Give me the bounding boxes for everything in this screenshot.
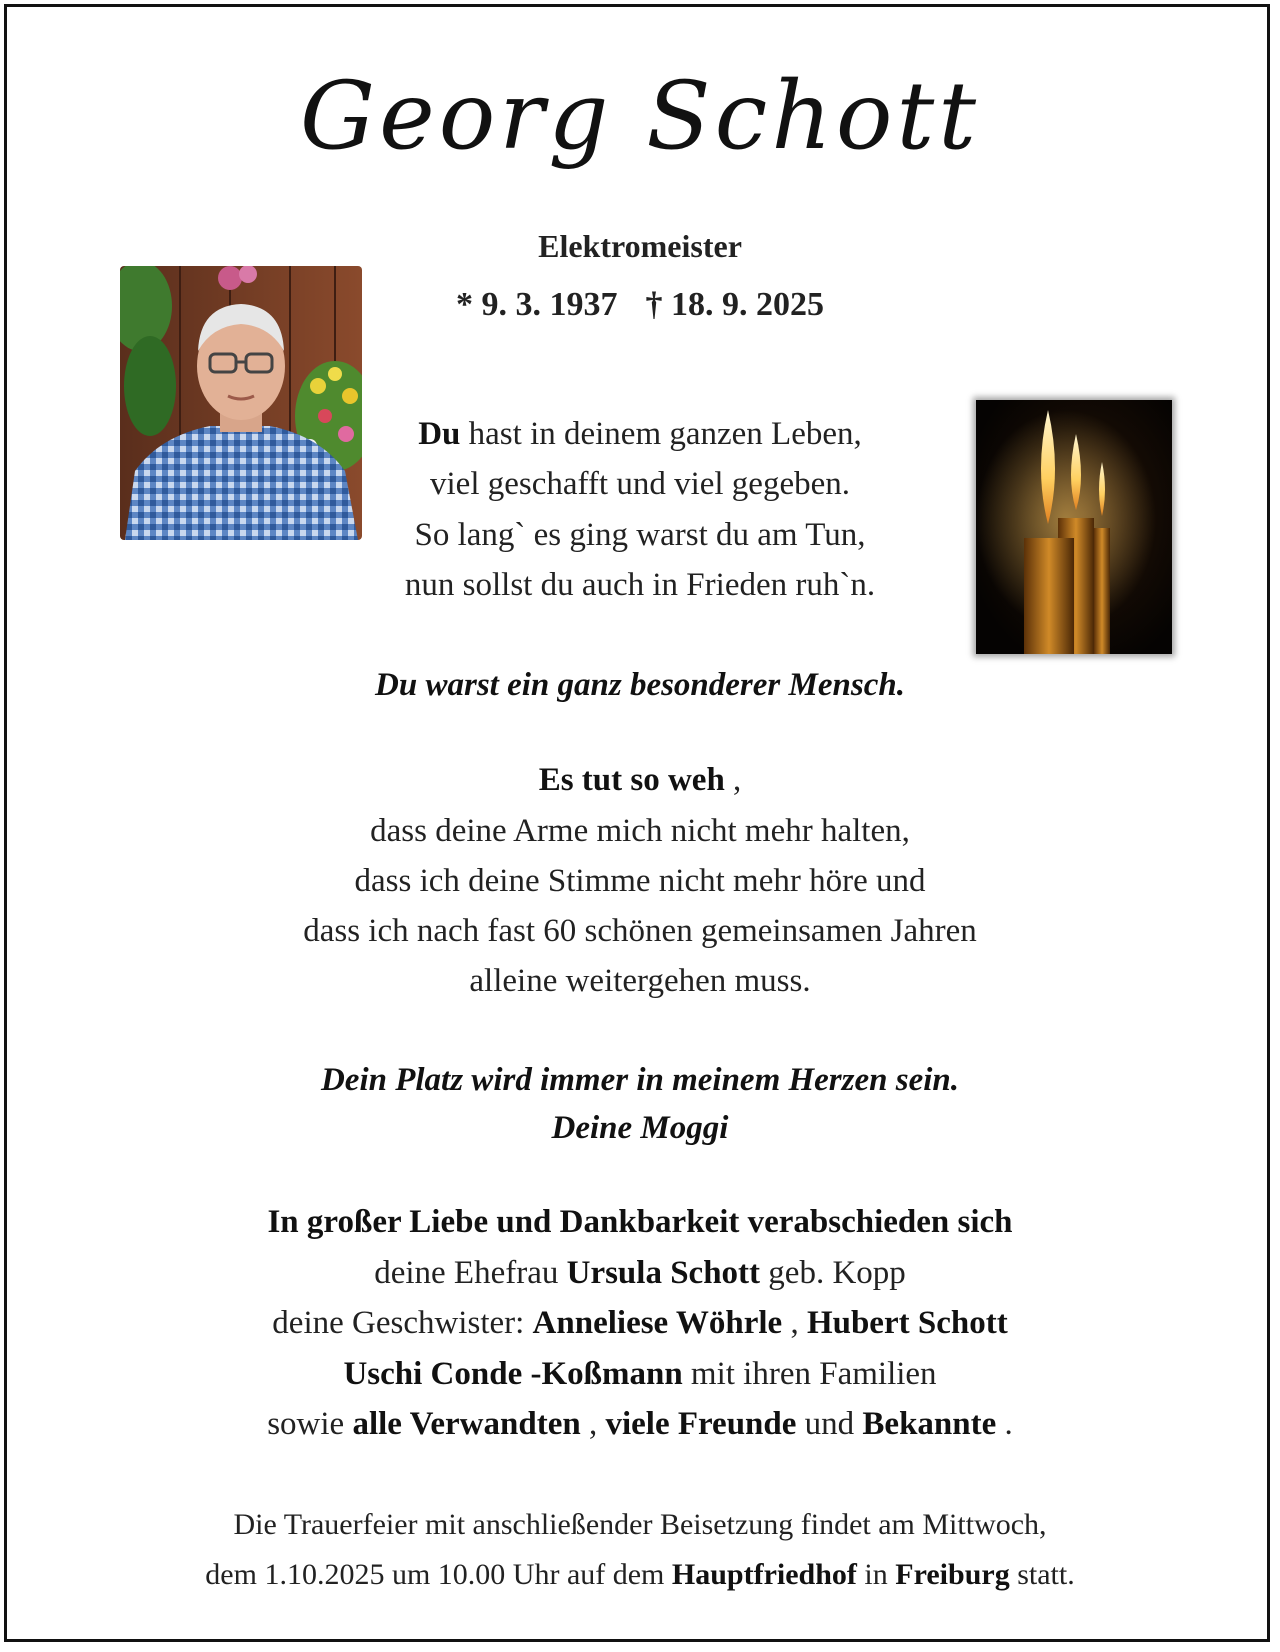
grief-heading [0, 762, 1280, 799]
birth-date: * 9. 3. 1937 [456, 286, 618, 323]
deceased-name: Georg Schott [299, 62, 981, 171]
sibling-3: Uschi Conde -Koßmann [343, 1356, 683, 1392]
wife-suffix: geb. Kopp [760, 1255, 906, 1291]
also-prefix: sowie [267, 1406, 353, 1442]
poem-line-1-rest: hast in deinem ganzen Leben, [460, 416, 862, 452]
grief-line-1: dass deine Arme mich nicht mehr halten, [370, 813, 910, 849]
special-person-line: Du warst ein ganz besonderer Mensch. [375, 667, 905, 703]
poem-line-1-bold: Du [418, 416, 461, 452]
acquaintances: Bekannte [862, 1406, 997, 1442]
mourners-intro: In großer Liebe und Dankbarkeit verabschieden sich [267, 1204, 1013, 1240]
wife-name: Ursula Schott [566, 1255, 761, 1291]
poem-line-4: nun sollst du auch in Frieden ruh`n. [404, 567, 876, 603]
sibling-2: Hubert Schott [806, 1305, 1008, 1341]
and-text: und [796, 1406, 863, 1442]
grief-heading-bold: Es tut so weh [538, 762, 725, 798]
poem-line-2: viel geschafft und viel gegeben. [430, 466, 850, 502]
mourners-siblings [0, 1305, 1280, 1342]
poem-line-1 [0, 416, 1280, 453]
grief-line-4: alleine weitergehen muss. [469, 963, 811, 999]
friends: viele Freunde [605, 1406, 797, 1442]
relatives: alle Verwandten [352, 1406, 581, 1442]
also-separator: , [580, 1406, 606, 1442]
city: Freiburg [895, 1558, 1010, 1591]
siblings-prefix: deine Geschwister: [272, 1305, 533, 1341]
poem-line-3: So lang` es ging warst du am Tun, [414, 517, 866, 553]
grief-heading-comma: , [724, 762, 742, 798]
ceremony-prefix: dem 1.10.2025 um 10.00 Uhr auf dem [205, 1558, 672, 1591]
profession: Elektromeister [538, 228, 742, 264]
sibling-separator: , [782, 1305, 807, 1341]
death-date: † 18. 9. 2025 [645, 286, 824, 323]
period: . [996, 1406, 1013, 1442]
families-text: mit ihren Familien [682, 1356, 937, 1392]
sibling-1: Anneliese Wöhrle [532, 1305, 783, 1341]
wife-prefix: deine Ehefrau [374, 1255, 567, 1291]
grief-line-3: dass ich nach fast 60 schönen gemeinsamen Jahren [303, 913, 977, 949]
mourners-wife [0, 1255, 1280, 1292]
heart-line-1: Dein Platz wird immer in meinem Herzen sein. [320, 1062, 960, 1098]
ceremony-mid: in [856, 1558, 896, 1591]
mourners-others [0, 1406, 1280, 1443]
mourners-sibling-3 [0, 1356, 1280, 1393]
grief-line-2: dass ich deine Stimme nicht mehr höre und [354, 863, 926, 899]
ceremony-suffix: statt. [1009, 1558, 1075, 1591]
ceremony-line-1: Die Trauerfeier mit anschließender Beisetzung findet am Mittwoch, [233, 1508, 1047, 1541]
heart-signature: Deine Moggi [551, 1110, 729, 1146]
cemetery: Hauptfriedhof [671, 1558, 857, 1591]
ceremony-line-2 [0, 1558, 1280, 1592]
